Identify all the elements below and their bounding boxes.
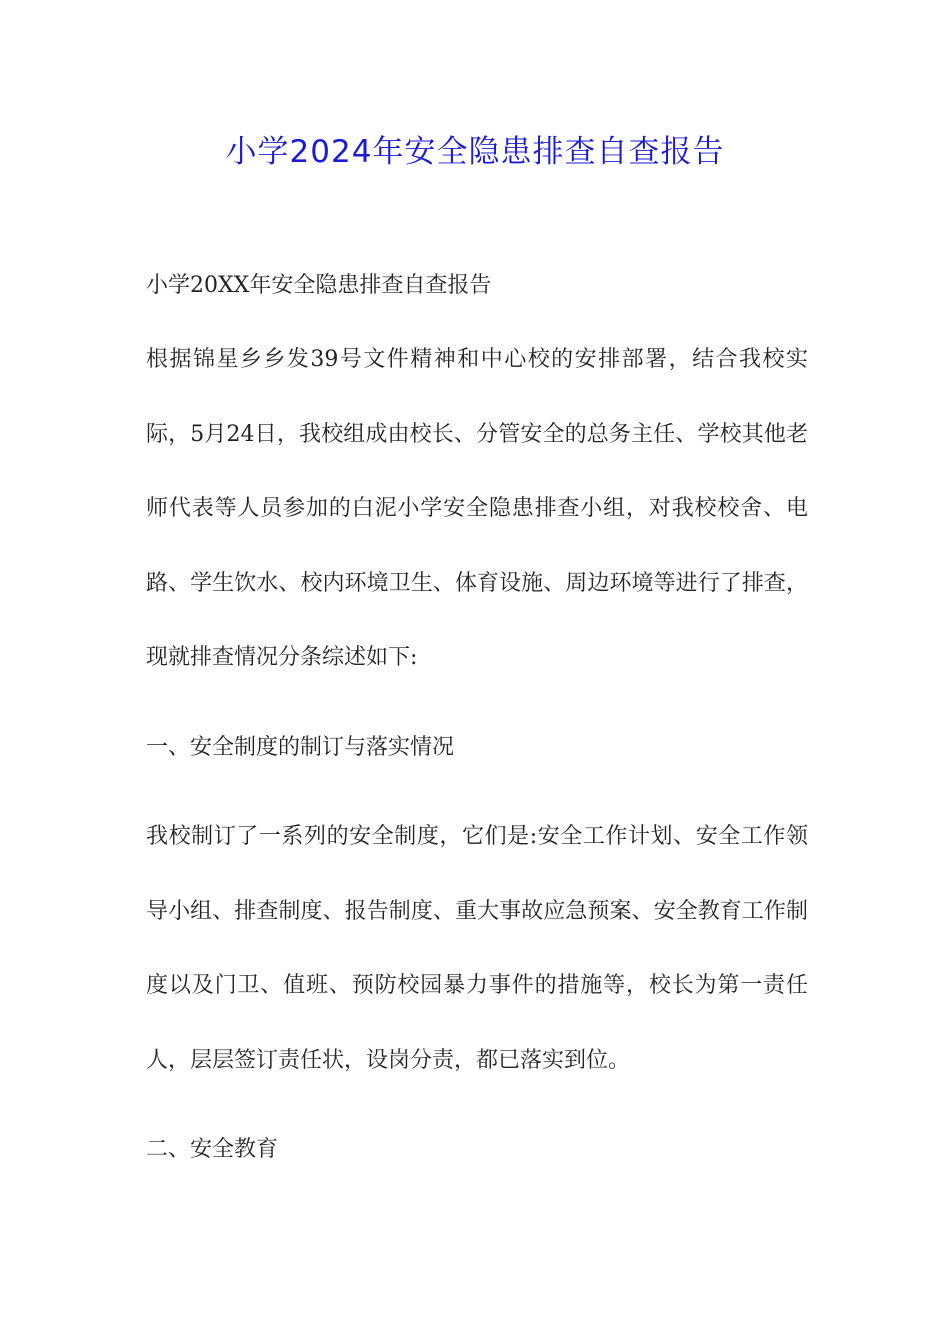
- section-heading-1: 一、安全制度的制订与落实情况: [146, 734, 455, 760]
- document-title: 小学2024年安全隐患排查自查报告: [225, 134, 725, 170]
- section-1-paragraph: 我校制订了一系列的安全制度，它们是:安全工作计划、安全工作领导小组、排查制度、报告制度、重大事故应急预案、安全教育工作制度以及门卫、值班、预防校园暴力事件的措施等，校长为第一责任人，层层签订责任状，设岗分责，都已落实到位。: [146, 824, 808, 1073]
- section-heading-2: 二、安全教育: [146, 1137, 279, 1162]
- subtitle-paragraph: 小学20XX年安全隐患排查自查报告: [146, 273, 492, 298]
- intro-paragraph: 根据锦星乡乡发39号文件精神和中心校的安排部署，结合我校实际，5月24日，我校组成由校长、分管安全的总务主任、学校其他老师代表等人员参加的白泥小学安全隐患排查小组，对我校校舍、电路、学生饮水、校内环境卫生、体育设施、周边环境等进行了排查，现就排查情况分条综述如下:: [146, 347, 808, 670]
- document-body: [146, 264, 808, 1218]
